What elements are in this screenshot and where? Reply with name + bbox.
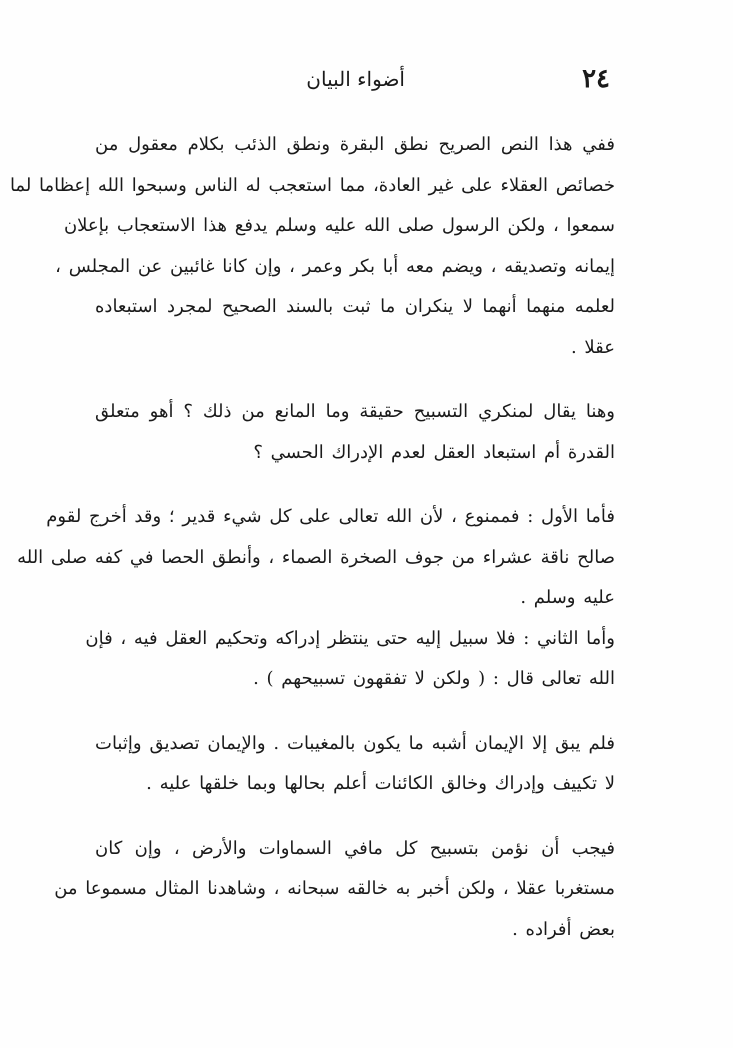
text-line: فأما الأول : فممنوع ، لأن الله تعالى على كل شيء قدير ؛ وقد أخرج لقوم <box>46 506 615 527</box>
text-line: فلم يبق إلا الإيمان أشبه ما يكون بالمغيبات . والإيمان تصديق وإثبات <box>95 732 615 754</box>
text-line: الله تعالى قال : ( ولكن لا تفقهون تسبيحهم ) . <box>253 668 615 689</box>
text-line: عقلا . <box>570 336 615 358</box>
text-line: سمعوا ، ولكن الرسول صلى الله عليه وسلم يدفع هذا الاستعجاب بإعلان <box>63 215 615 236</box>
text-line: وهنا يقال لمنكري التسبيح حقيقة وما المانع من ذلك ؟ أهو متعلق <box>95 401 615 422</box>
text-line: خصائص العقلاء على غير العادة، مما استعجب له الناس وسبحوا الله إعظاما لما <box>9 174 615 196</box>
paragraph-2 <box>95 392 615 473</box>
text-line: وأما الثاني : فلا سبيل إليه حتى ينتظر إدراكه وتحكيم العقل فيه ، فإن <box>85 627 615 649</box>
paragraph-3 <box>17 497 615 619</box>
text-line: فيجب أن نؤمن بتسبيح كل مافي السماوات والأرض ، وإن كان <box>95 837 615 859</box>
paragraph-4 <box>85 619 615 700</box>
text-line: القدرة أم استبعاد العقل لعدم الإدراك الحسي ؟ <box>253 441 615 463</box>
text-line: بعض أفراده . <box>512 918 615 940</box>
text-line: ففي هذا النص الصريح نطق البقرة ونطق الذئب بكلام معقول من <box>95 134 615 155</box>
paragraph-6 <box>54 829 615 951</box>
running-title: أضواء البيان <box>306 67 405 91</box>
text-line: عليه وسلم . <box>520 587 615 608</box>
text-line: لعلمه منهما أنهما لا ينكران ما ثبت بالسند الصحيح لمجرد استبعاده <box>95 296 615 317</box>
paragraph-5 <box>95 724 615 805</box>
paragraph-1 <box>9 125 615 368</box>
page-header <box>90 62 610 96</box>
page-number: ٢٤ <box>582 64 610 94</box>
text-line: إيمانه وتصديقه ، ويضم معه أبا بكر وعمر ، وإن كانا غائبين عن المجلس ، <box>55 255 615 277</box>
text-line: لا تكييف وإدراك وخالق الكائنات أعلم بحالها وبما خلقها عليه . <box>146 773 615 794</box>
text-line: صالح ناقة عشراء من جوف الصخرة الصماء ، وأنطق الحصا في كفه صلى الله <box>17 546 615 568</box>
text-line: مستغربا عقلا ، ولكن أخبر به خالقه سبحانه ، وشاهدنا المثال مسموعا من <box>54 878 615 899</box>
page-body <box>9 125 615 950</box>
